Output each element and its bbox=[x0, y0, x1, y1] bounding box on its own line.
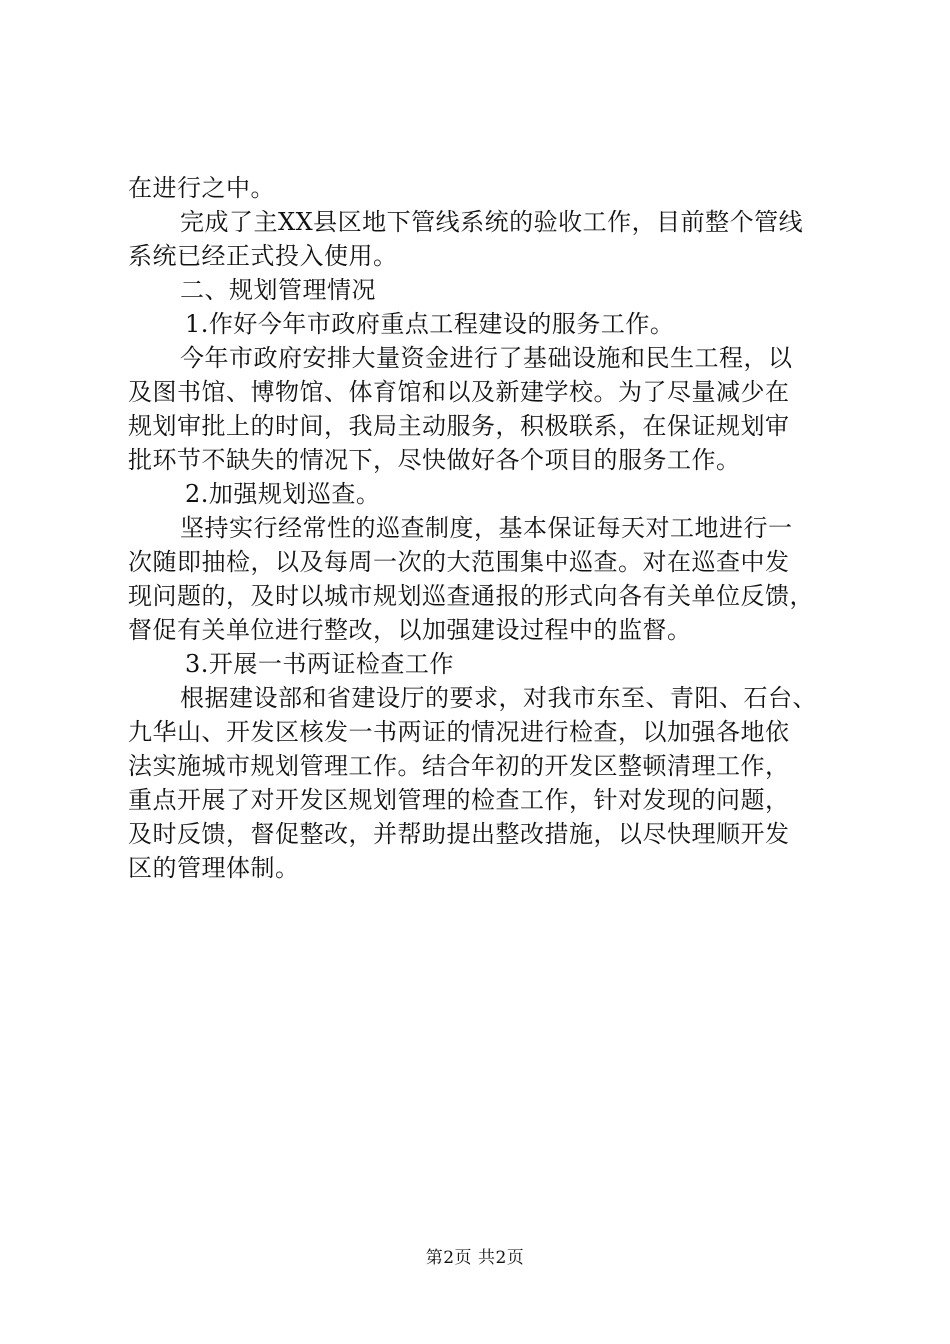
subsection-heading: 3.开展一书两证检查工作 bbox=[185, 650, 454, 678]
page-number-footer: 第2页 共2页 bbox=[425, 1248, 525, 1268]
text-line: 及图书馆、博物馆、体育馆和以及新建学校。为了尽量减少在 bbox=[128, 378, 790, 406]
text-block bbox=[128, 171, 844, 885]
text-line: 九华山、开发区核发一书两证的情况进行检查，以加强各地依 bbox=[128, 718, 790, 746]
text-line: 现问题的，及时以城市规划巡查通报的形式向各有关单位反馈， bbox=[128, 582, 814, 610]
text-line: 督促有关单位进行整改，以加强建设过程中的监督。 bbox=[128, 616, 692, 644]
text-line: 次随即抽检，以及每周一次的大范围集中巡查。对在巡查中发 bbox=[128, 548, 790, 576]
text-line: 系统已经正式投入使用。 bbox=[128, 242, 398, 270]
subsection-heading: 2.加强规划巡查。 bbox=[185, 480, 381, 508]
text-line: 及时反馈，督促整改，并帮助提出整改措施，以尽快理顺开发 bbox=[128, 820, 790, 848]
text-line: 根据建设部和省建设厅的要求，对我市东至、青阳、石台、 bbox=[180, 684, 817, 712]
text-line: 规划审批上的时间，我局主动服务，积极联系，在保证规划审 bbox=[128, 412, 790, 440]
text-line: 在进行之中。 bbox=[128, 174, 275, 202]
subsection-heading: 1.作好今年市政府重点工程建设的服务工作。 bbox=[185, 310, 675, 338]
text-line: 完成了主XX县区地下管线系统的验收工作，目前整个管线 bbox=[180, 208, 804, 236]
document-body bbox=[128, 171, 844, 885]
text-line: 区的管理体制。 bbox=[128, 854, 300, 882]
section-heading: 二、规划管理情况 bbox=[180, 276, 376, 304]
text-line: 今年市政府安排大量资金进行了基础设施和民生工程，以 bbox=[180, 344, 793, 372]
text-line: 批环节不缺失的情况下，尽快做好各个项目的服务工作。 bbox=[128, 446, 741, 474]
text-line: 法实施城市规划管理工作。结合年初的开发区整顿清理工作， bbox=[128, 752, 790, 780]
text-line: 重点开展了对开发区规划管理的检查工作，针对发现的问题， bbox=[128, 786, 790, 814]
text-line: 坚持实行经常性的巡查制度，基本保证每天对工地进行一 bbox=[180, 514, 793, 542]
